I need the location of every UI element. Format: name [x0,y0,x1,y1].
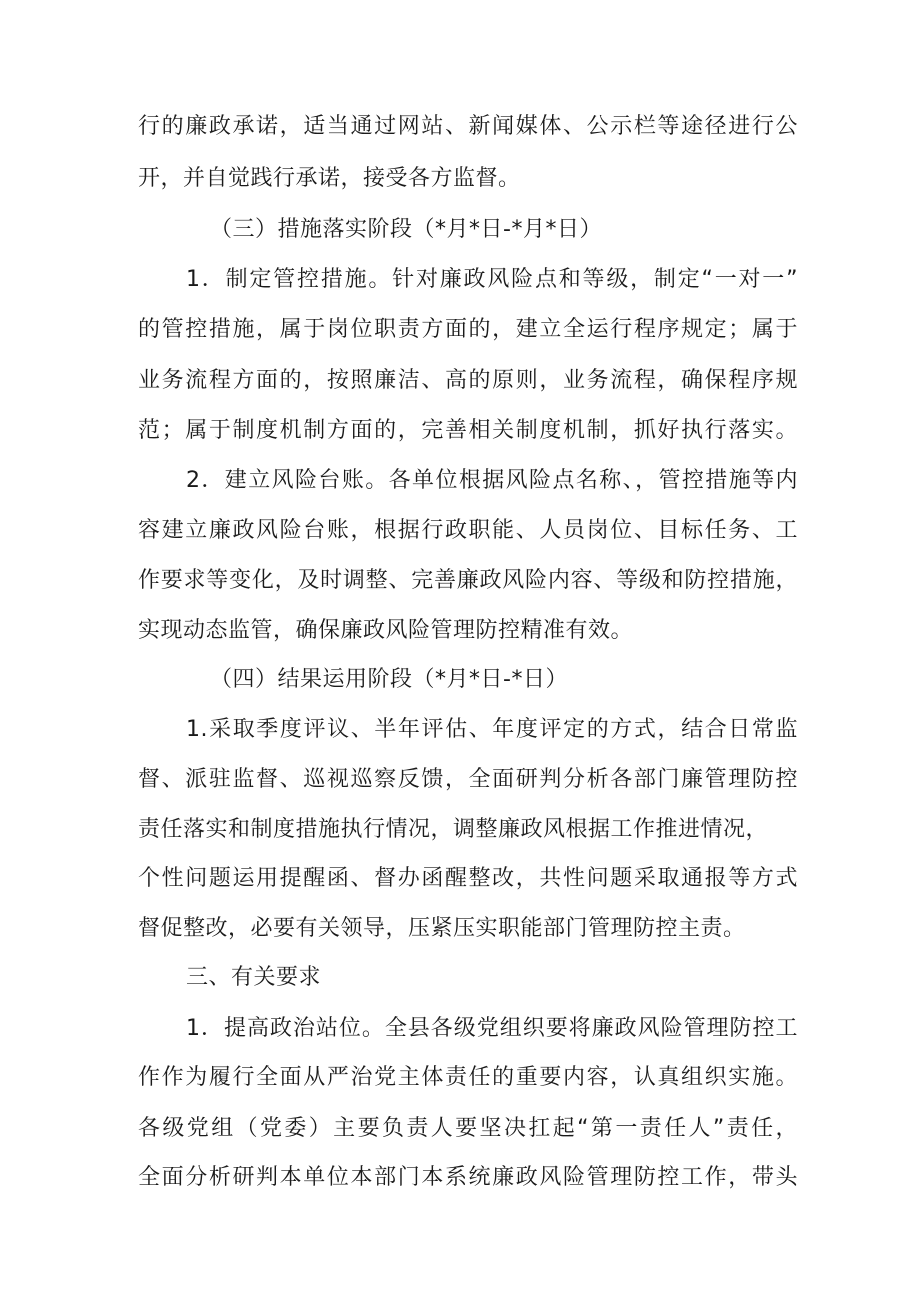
text-line: 范；属于制度机制方面的，完善相关制度机制，抓好执行落实。 [138,418,798,443]
section-heading: （三）措施落实阶段（*月*日-*月*日） [210,217,602,242]
text-line: 作作为履行全面从严治党主体责任的重要内容，认真组织实施。 [138,1065,798,1090]
text-line: 全面分析研判本单位本部门本系统廉政风险管理防控工作，带头 [138,1165,798,1190]
text-line: 责任落实和制度措施执行情况，调整廉政风根据工作推进情况， [138,817,769,842]
text-line: 1．制定管控措施。针对廉政风险点和等级，制定“一对一” [186,267,798,292]
text-line: 行的廉政承诺，适当通过网站、新闻媒体、公示栏等途径进行公 [138,114,798,139]
text-line: 督、派驻监督、巡视巡察反馈，全面研判分析各部门廉管理防控 [138,767,798,792]
text-line: 督促整改，必要有关领导，压紧压实职能部门管理防控主责。 [138,916,746,941]
section-heading: （四）结果运用阶段（*月*日-*日） [210,667,568,692]
text-line: 1.采取季度评议、半年评估、年度评定的方式，结合日常监 [186,717,798,742]
text-line: 1．提高政治站位。全县各级党组织要将廉政风险管理防控工 [186,1016,798,1041]
text-line: 实现动态监管，确保廉政风险管理防控精准有效。 [138,618,634,643]
section-heading: 三、有关要求 [186,965,322,990]
text-line: 业务流程方面的，按照廉洁、高的原则，业务流程，确保程序规 [138,368,798,393]
text-line: 2．建立风险台账。各单位根据风险点名称、，管控措施等内 [186,468,798,493]
text-line: 开，并自觉践行承诺，接受各方监督。 [138,166,521,191]
text-line: 作要求等变化，及时调整、完善廉政风险内容、等级和防控措施， [138,568,798,593]
text-line: 容建立廉政风险台账，根据行政职能、人员岗位、目标任务、工 [138,518,798,543]
text-line: 个性问题运用提醒函、督办函醒整改，共性问题采取通报等方式 [138,866,798,891]
text-line: 各级党组（党委）主要负责人要坚决扛起“第一责任人”责任， [138,1116,798,1141]
text-line: 的管控措施，属于岗位职责方面的，建立全运行程序规定；属于 [138,317,798,342]
